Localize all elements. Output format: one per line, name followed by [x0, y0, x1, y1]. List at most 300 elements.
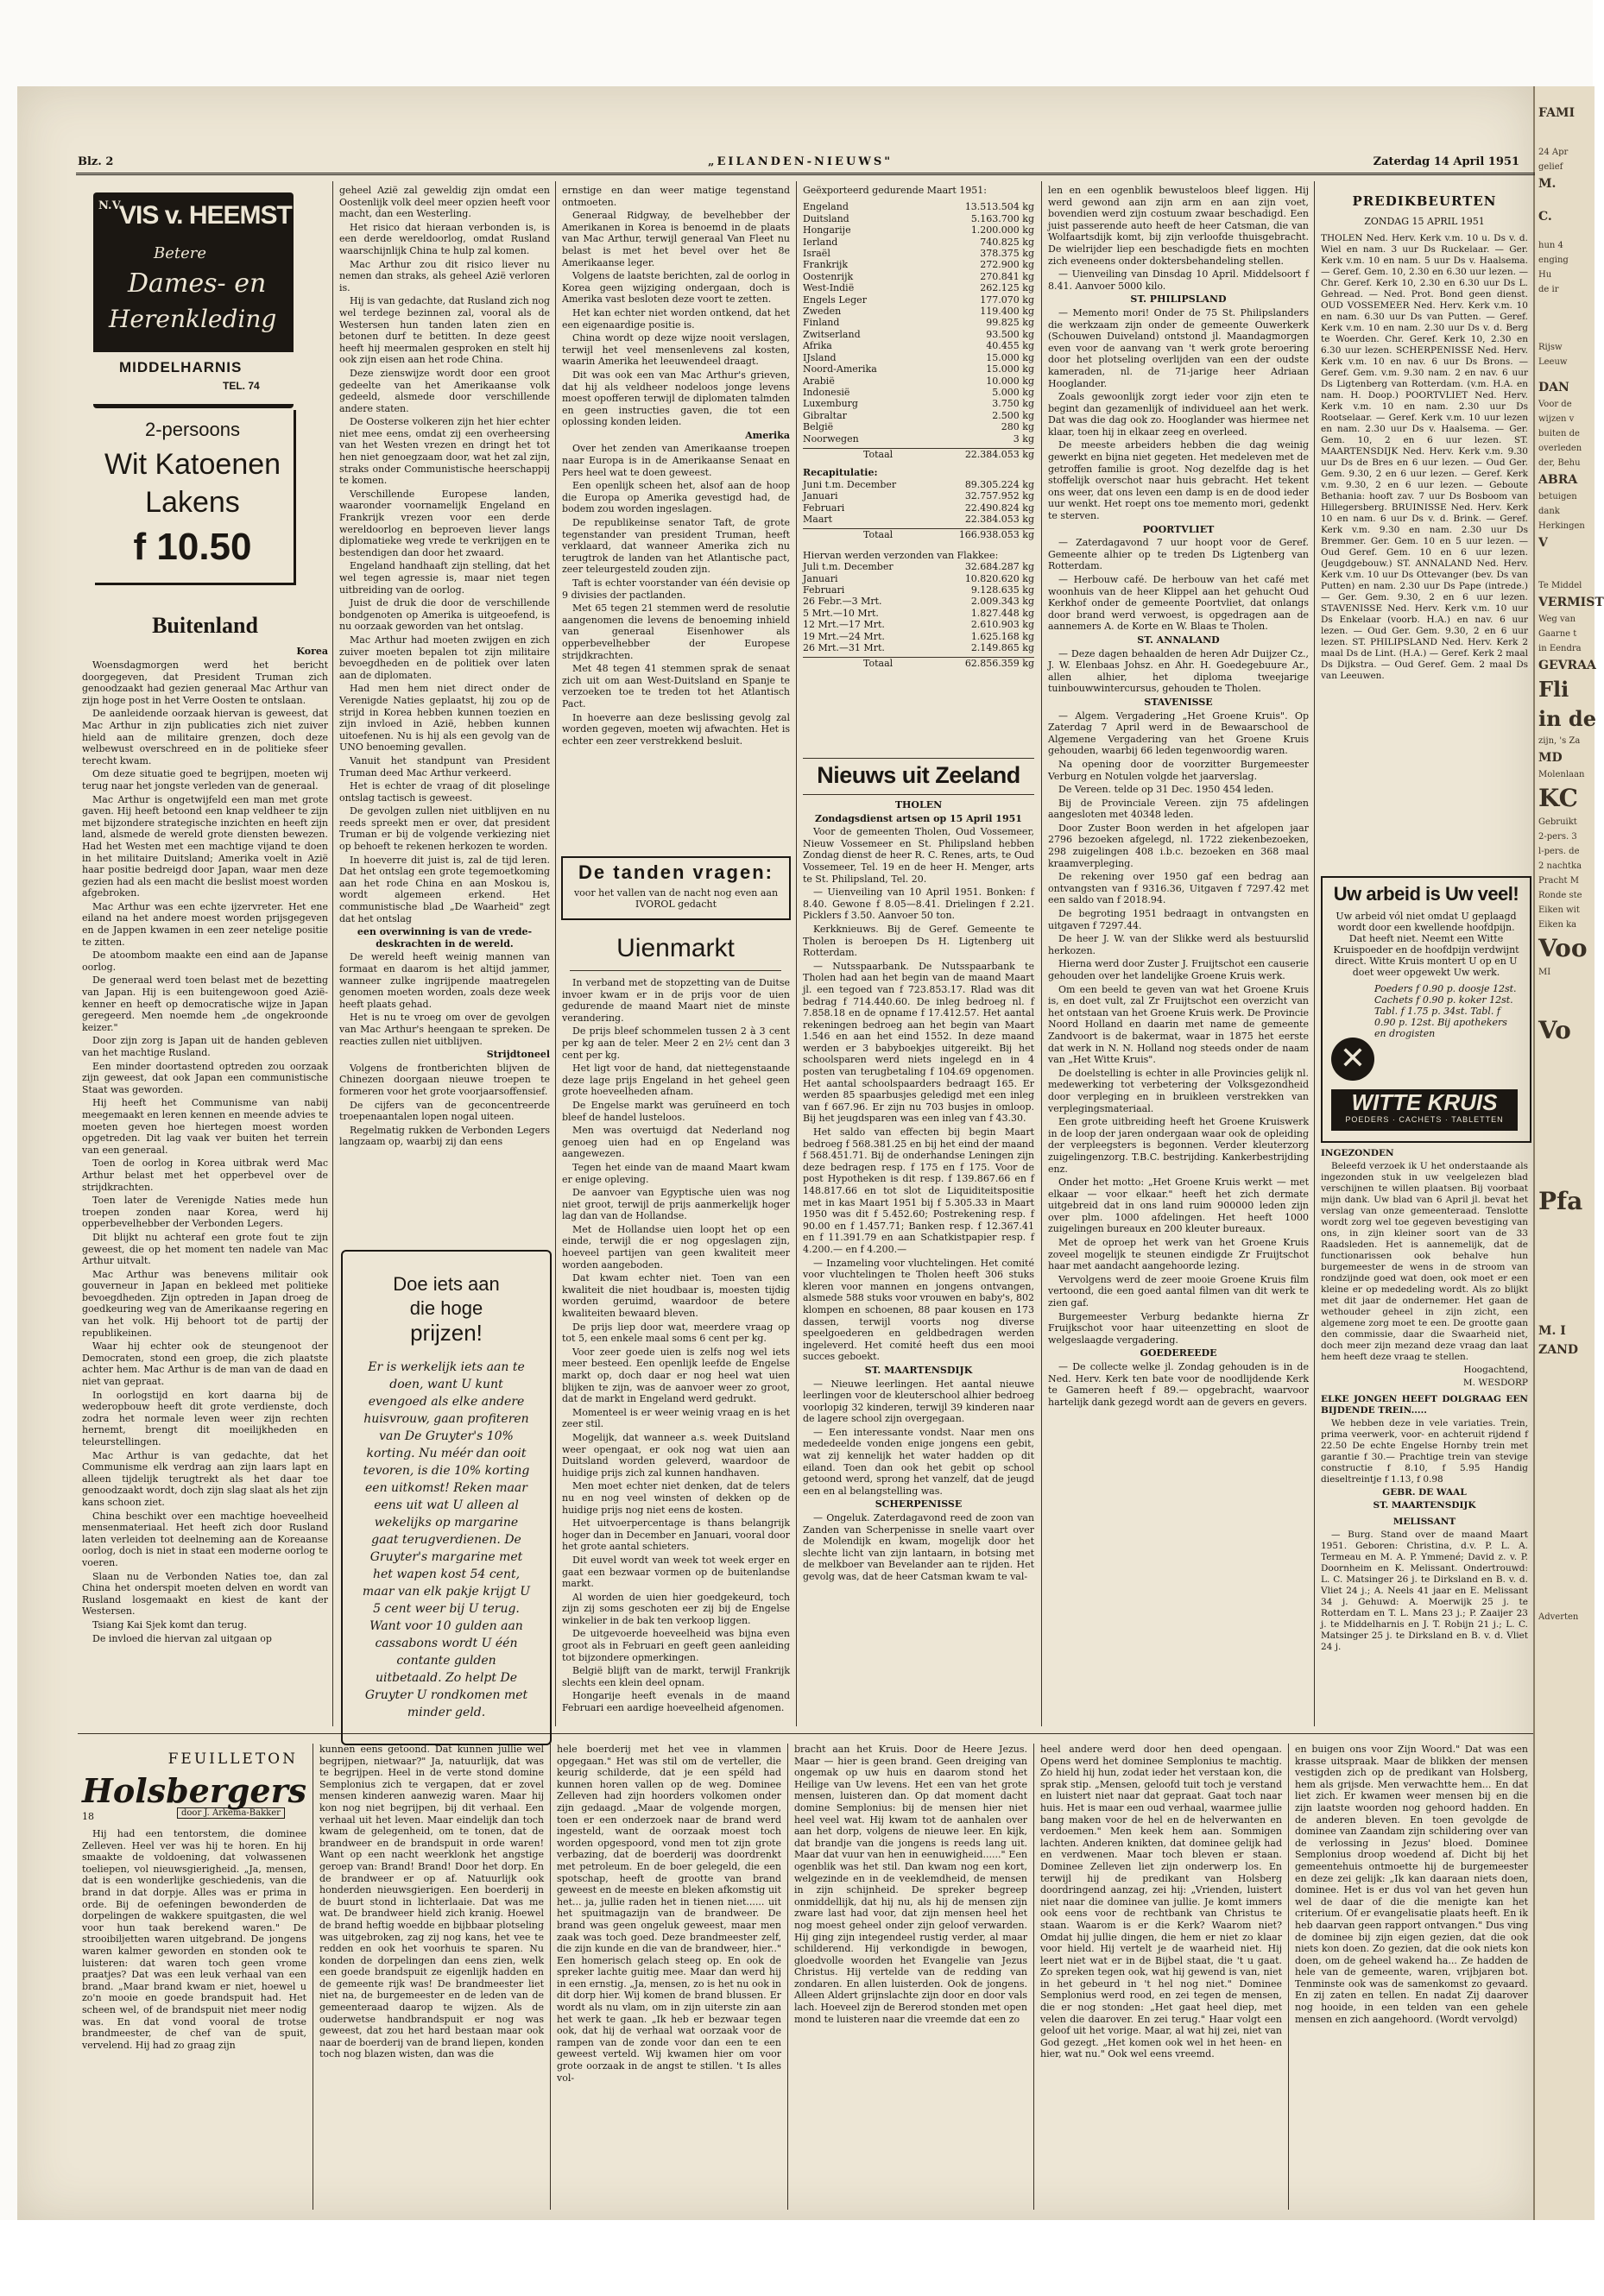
stats-rows	[803, 201, 1034, 445]
feuilleton-number: 18	[82, 1811, 94, 1822]
row-value: 99.825 kg	[986, 317, 1034, 329]
column-rule	[796, 181, 797, 1726]
column-ingezonden	[1321, 1148, 1528, 1728]
place-heading: ST. ANNALAND	[1137, 634, 1220, 646]
table-row	[803, 317, 1034, 328]
row-label: Finland	[803, 317, 840, 329]
row-label: Zweden	[803, 306, 842, 318]
paragraph: De generaal werd toen belast met de bezetting van Japan. Hij is een buitengewoon goed Azië-kenner en heeft op democratische wijze in Japan geregeerd. Men noemde hem „de ongekroonde keizer."	[82, 975, 328, 1033]
table-row	[803, 213, 1034, 224]
fragment: Weg van	[1538, 615, 1576, 624]
row-label: 26 Febr.—3 Mrt.	[803, 596, 882, 608]
paragraph: Regelmatig rukken de Verbonden Legers langzaam op, waarbij zij dan eens	[339, 1124, 550, 1148]
fragment: overleden	[1538, 444, 1582, 453]
place-heading: MELISSANT	[1392, 1517, 1456, 1527]
ad-text: voor het vallen van de nacht nog even aan IVOROL gedacht	[573, 887, 779, 910]
flakkee-total-value: 62.856.359 kg	[964, 658, 1034, 670]
total-label: Totaal	[863, 448, 894, 460]
paragraph: Waar hij echter ook de steungenoot der Democraten, stond een groep, die zich plaatste achter hem. Mac Arthur is de man van de daad en niet van gepraat.	[82, 1340, 328, 1388]
paragraph: — Nieuwe leerlingen. Het aantal nieuwe leerlingen voor de kleuterschool alhier bedroeg voorlopig 32 kinderen, terwijl 39 kinderen naar de lagere school zijn overgegaan.	[803, 1378, 1034, 1425]
paragraph: Taft is echter voorstander van één devisie op 9 divisies der pactlanden.	[562, 577, 790, 601]
logo-betere: Betere	[154, 244, 207, 262]
logo-heren: Herenkleding	[109, 305, 277, 333]
heading: INGEZONDEN	[1321, 1148, 1394, 1158]
fragment: V	[1538, 536, 1548, 550]
fragment: Leeuw	[1538, 357, 1568, 367]
ad-brand-sub: POEDERS · CACHETS · TABLETTEN	[1345, 1115, 1504, 1124]
row-value: 3.750 kg	[992, 398, 1034, 410]
paragraph: Mac Arthur is van gedachte, dat het Communisme elk verdrag aan zijn laars lapt en alleen tijdelijk terugtrekt als het daar toe genoodzaakt wordt, doch zijn slag slaat als het zijn kans schoon ziet.	[82, 1449, 328, 1508]
paragraph: De prijs liep door wat, meerdere vraag op tot 5, een enkele maal soms 6 cent per kg.	[562, 1321, 790, 1345]
section-title-predikbeurten: PREDIKBEURTEN	[1352, 193, 1497, 209]
fragment: Hu	[1538, 270, 1552, 280]
row-value: 15.000 kg	[986, 363, 1034, 375]
paragraph: hele boerderij met het vee in vlammen opgegaan." Het was stil om de verteller, die keurig schilderde, dat je een spéld had kunnen horen vallen op de weg. Dominee Zelleven had zijn hoorders volkomen onder zijn gedaagd. „Maar de volgende morgen, toen er een onderzoek naar de brand werd ingesteld, want de oorzaak moest toch worden opgespoord, vond men tot zijn grote verbazing, dat de boerderij was doordrenkt met petroleum. En de boer gelegeld, die een spotschap, heeft de grootte van brand geweest en de meeste en bleken afkomstig uit het... ja, jullie raden het in tienen niet...... uit het spuitmagazijn van de brandweer. De brand was geen ongeluk geweest, maar men zaak was toch goed. Deze brandmeester zelf, die zijn kunde en die van de brandweer, hier.." Een homerisch gelach steeg op. En ook de spreker lachte guitig mee. Maar dan werd hij in een ernstig. „Ja, mensen, zo is het nu ook in dit dorp hier. Wij komen de brand blussen. Er wordt als nu vlam, om in zijn uiterste zin aan het werk te gaan. „Ik heb er bezwaar tegen ook, dat hij de verhaal wat oorzaak voor de rampen van de zonde voor dan een te een geweest verteld. Wij kwamen hier om voor grote oorzaak in de angst te stillen. 't Is alles vol-	[557, 1744, 781, 2084]
paragraph: Men moet echter niet denken, dat de telers nu en nog veel winsten of dekken op de huidige prijs nog niet eens de kosten.	[562, 1480, 790, 1516]
paragraph: — Nutsspaarbank. De Nutsspaarbank te Tholen had aan het begin van de maand Maart jl. een tegoed van f 723.853.17. Rlad was dit bedrag f 714.440.60. De inleg bedroeg nl. f 7.858.18 en de opname f 17.412.57. Het aantal rekeningen bedroeg aan het begin van Maart 1.546 en aan het eind 1552. In deze maand werden er 3 babyboekjes uitgereikt. Bij het schoolsparen werd niets ingelegd en in 4 posten van terugbetaling f 104.69 opgenomen. Het aantal schoolspaarders bedraagt 165. Er werden 85 spaarbusjes geledigd met een inleg van f 667.96. Er zijn nu 703 busjes in omloop. Bij het jeugdsparen was een inleg van f 43.30.	[803, 960, 1034, 1125]
place-heading: POORTVLIET	[1142, 523, 1215, 535]
fragment: Voo	[1538, 934, 1588, 962]
paragraph: — Zaterdagavond 7 uur hoopt voor de Geref. Gemeente alhier op te treden Ds Ligtenberg van Rotterdam.	[1048, 537, 1309, 572]
paragraph: THOLEN Ned. Herv. Kerk v.m. 10 u. Ds v. d. Wiel en nam. 3 uur Ds Ruckelaar. — Ger. Kerk v.m. 10 en nam. 5 uur Ds v. Haalsema. — Geref. Gem. 10, 2.30 en 6.30 uur lezen. — Chr. Geref. Kerk 10, 2.30 en 6.30 uur Ds L. Gehread. — Ned. Prot. Bond geen dienst. OUD VOSSEMEER Ned. Herv. Kerk v.m. 10 en nam. 6.30 uur Ds van Putten. — Geref. Kerk v.m. 10 en nam. 2.30 uur Ds v. d. Berg te Woerden. Chr. Geref. Kerk 10, 2.30 en 6.30 uur lezen. SCHERPENISSE Ned. Herv. Kerk v.m. 10 en nav. 6 uur Ds Brons. — Geref. Gem. v.m. 9.30 nam. 2 en nav. 6 uur Ds Ligtenberg van Rotterdam. (v.m. H.A. en nam. H. Doop.) POORTVLIET Ned. Herv. Kerk v.m. 10 en nam. 2.30 uur Ds Rootselaar. — Geref. Kerk v.m. 10 uur lezen en nam. 2.30 uur Ds v. Haalsema. — Ger. Gem. 10, 2 en 6 uur lezen. ST. MAARTENSDIJK Ned. Herv. Kerk v.m. 9.30 uur Ds de Bres en 6 uur lezen. — Oud Ger. Gem. 9.30, 2 en 6 uur lezen. — Geref. Kerk v.m. 9.30, 2 en 6 uur lezen. — Geboute Bethania: hooft zav. 7 uur Ds Bosboom van Hillegersberg. BRUINISSE Ned. Herv. Kerk 10 en nam. 6 uur Ds v. d. Brink. — Geref. Kerk v.m. 9.30 en nam. 2.30 uur Ds Bremmer. Ger. Gem. 10 en 5 uur lezen. — Oud Geref. Gem. 10 en 6 uur lezen. (Jeugdgebouw.) ST. ANNALAND Ned. Herv. Kerk v.m. 10 uur Ds Ottevanger (bev. Ds van Putten) en nam. 2.30 uur Ds Pape (intrede.) — Ger. Gem. 9.30, 2 en 6 uur lezen. STAVENISSE Ned. Herv. Kerk v.m. 10 uur Ds Enkelaar (voorb. H.A.) en nav. 6 uur lezen. — Oud Ger. Gem. 9.30, 2 en 6 uur lezen. ST. PHILIPSLAND Ned. Herv. Kerk 2 maal Ds de Lint. (H.A.) — Geref. Kerk 2 maal Ds Dijkstra. — Oud Geref. Gem. 2 maal Ds van Leeuwen.	[1321, 233, 1528, 681]
table-row	[803, 237, 1034, 248]
column-rule	[1041, 181, 1042, 1726]
paragraph: Volgens de frontberichten blijven de Chinezen doorgaan nieuwe troepen te formeren voor het grote voorjaarsoffensief.	[339, 1062, 550, 1097]
signature: Hoogachtend,	[1463, 1365, 1528, 1375]
feuilleton-column	[319, 1744, 544, 2210]
recap-total-row	[803, 528, 1034, 540]
paragraph: geheel Azië zal geweldig zijn omdat een Oostenlijk volk deel meer opzien heeft voor macht, dan een Westerling.	[339, 185, 550, 220]
row-value: 378.375 kg	[980, 248, 1034, 260]
table-row	[803, 514, 1034, 525]
paragraph: Bij de Provinciale Vereen. zijn 75 afdelingen aangesloten met 40348 leden.	[1048, 797, 1309, 821]
fragment: 2-pers. 3	[1538, 832, 1577, 842]
paragraph: Generaal Ridgway, de bevelhebber der Amerikanen in Korea is benoemd in de plaats van Mac Arthur, terwijl generaal Van Fleet nu belast is met het bevel over het 8e Amerikaanse leger.	[562, 210, 790, 268]
row-value: 270.841 kg	[980, 270, 1034, 282]
cross-icon: ✕	[1331, 1038, 1374, 1081]
paragraph: Vanuit het standpunt van President Truman deed Mac Arthur verkeerd.	[339, 754, 550, 779]
paragraph: Dit was ook een van Mac Arthur's grieven, dat hij als veldheer nodeloos jonge levens moest opofferen terwijl de diplomaten talmden en geen instructies gaven, die tot een oplossing konden leiden.	[562, 369, 790, 428]
row-label: Februari	[803, 501, 845, 514]
paragraph: Mac Arthur was benevens militair ook gouverneur in Japan en bekleed met politieke bevoegdheden. Zijn optreden in Japan droeg de goedkeuring weg van de Amerikaanse regering en van het volk. Hij behoort tot de partij der republikeinen.	[82, 1268, 328, 1339]
column-rule	[1033, 1744, 1034, 2210]
ad-price: f 10.50	[133, 526, 252, 568]
total-label: Totaal	[863, 658, 894, 670]
paragraph: Na opening door de voorzitter Burgemeester Verburg en Notulen volgde het jaarverslag.	[1048, 758, 1309, 782]
paragraph: Dit euvel wordt van week tot week erger en gaat een bezwaar vormen op de buitenlandse markt.	[562, 1554, 790, 1590]
article-buitenland	[82, 659, 328, 1726]
paragraph: Met 48 tegen 41 stemmen sprak de senaat zich uit om aan West-Duitsland en Spanje te verzoeken toe te treden tot het Atlantisch Pact.	[562, 663, 790, 710]
paragraph: len en een ogenblik bewusteloos bleef liggen. Hij werd gewond aan zijn arm en aan zijn voet, bovendien werd zijn costuum zwaar beschadigd. Een juist passerende auto heeft de heer Catsman, die van Wolfaartsdijk komt, bij zijn verloofde thuisgebracht. De wielrijder liep een beschadigde fiets en mochten zich eveneens onder doktersbehandeling stellen.	[1048, 185, 1309, 267]
feuilleton-column	[557, 1744, 781, 2210]
paragraph: De doelstelling is echter in alle Provincies gelijk nl. medewerking tot verbetering der Volksgezondheid door verpleging en in bruikleen verstrekken van verplegingsmateriaal.	[1048, 1067, 1309, 1114]
row-value: 740.825 kg	[980, 236, 1034, 248]
row-label: Engeland	[803, 201, 849, 213]
table-row	[803, 271, 1034, 282]
column-rule	[555, 181, 556, 1726]
article-korea-continued	[562, 185, 790, 849]
paragraph: Mac Arthur zou dit risico liever nu nemen dan straks, als geheel Azië verloren is.	[339, 258, 550, 293]
paragraph: In verband met de stopzetting van de Duitse invoer kwam er in de prijs voor de uien gedurende de maand Maart niet de minste verandering.	[562, 977, 790, 1024]
subheading: Zondagsdienst artsen op 15 April 1951	[815, 812, 1022, 824]
row-label: Februari	[803, 584, 845, 596]
row-label: Indonesië	[803, 386, 850, 398]
export-statistics	[803, 185, 1034, 670]
table-row	[803, 352, 1034, 363]
paragraph: Voor zeer goede uien is zelfs nog wel iets meer besteed. Een openlijk leefde de Engelse markt op, doch daar er nog heel wat uien blijken te zijn, was de aanvoer weer zo groot, dat de markt in Engeland werd gedrukt.	[562, 1346, 790, 1405]
paragraph: In hoeverre dit juist is, zal de tijd leren. Dat het ontslag een grote tegemoetkoming aan het rode China en aan Moskou is, wordt algemeen erkend. Het communistische blad „De Waarheid" zegt dat het ontslag	[339, 854, 550, 924]
paragraph: en buigen ons voor Zijn Woord." Dat was een krasse uitspraak. Maar de blikken der mensen vestigden zich op de predikant van Holsberg, hem als grijsde. Men verwachtte hem... En dat liet zich. Er kwamen weer mensen bij en die zijn laatste woorden nog gehoord hadden. En de anderen bleven. En toen gevolgde de dominee van Zaandam zijn schildering over van de verlossing in Jezus' bloed. Dominee Semplonius droop woedend af. Dicht bij het gemeentehuis ontmoette hij de burgemeester en deze zei gelijk: „Ik kan daaraan niets doen, dominee. Het is er dus vol van het geven hun wel de daar of die die menigte kan het criterium. Of er evangelisatie plaats heeft. En ik heb daarvan geen rapport ontvangen." Dus ving de dominee bij zijn eigen gezien, dat die ook niets kon doen. Zo gezien, dat die ook niets kon doen, om de geheel wakend ha... Ze hadden de hele van de gemeente, waren, vrijbjaren bot. Tenminste ook was de samenkomst zo gevaard. En zij zaten en tellen. En nadat Zij daarover nog hooide, in een telden van een gehele mensen en zich aangehoord. (Wordt vervolgd)	[1295, 1744, 1528, 2025]
row-value: 272.900 kg	[980, 259, 1034, 271]
feuilleton-title: Holsbergers	[82, 1771, 307, 1810]
row-value: 89.305.224 kg	[964, 478, 1034, 490]
paragraph: De gevolgen zullen niet uitblijven en nu reeds spreekt men er over, dat president Truman er bij de volgende verkiezing niet op behoeft te rekenen herkozen te worden.	[339, 805, 550, 853]
fragment: Fli	[1538, 677, 1569, 702]
row-label: Januari	[803, 572, 838, 584]
flakkee-rows	[803, 561, 1034, 653]
issue-date: Zaterdag 14 April 1951	[1373, 155, 1519, 168]
paragraph: Een openlijk scheen het, alsof aan de hoop die Europa op Amerika gevestigd had, de bodem zou worden ingeslagen.	[562, 480, 790, 515]
fragment: FAMI	[1538, 106, 1576, 120]
paragraph: Over het zenden van Amerikaanse troepen naar Europa is in de Amerikaanse Senaat en Pers heel wat te doen geweest.	[562, 443, 790, 478]
paragraph: Het risico dat hieraan verbonden is, is een derde wereldoorlog, omdat Rusland waarschijnlijk China te hulp zal komen.	[339, 221, 550, 256]
paragraph: China beschikt over een machtige hoeveelheid mensenmateriaal. Het heeft zich door Rusland laten verleiden tot deelneming aan de Koreaanse oorlog, doch is niet in staat een moderne oorlog te voeren.	[82, 1510, 328, 1568]
flakkee-total-row	[803, 657, 1034, 669]
row-label: België	[803, 421, 834, 433]
paragraph: Met de Hollandse uien loopt het op een einde, terwijl die er nog opgeslagen zijn, hoeveel partijen van geen kwaliteit meer worden aangeboden.	[562, 1223, 790, 1271]
fragment: gelief	[1538, 162, 1563, 172]
paragraph: De cijfers van de geconcentreerde troepenaantalen lopen nogal uiteen.	[339, 1099, 550, 1123]
fragment: VERMIST	[1538, 596, 1604, 609]
paragraph: Mac Arthur had moeten zwijgen en zich zuiver moeten bepalen tot zijn militaire bevoegdheden en de politiek over laten aan de diplomaten.	[339, 634, 550, 681]
total-value: 22.384.053 kg	[964, 448, 1034, 460]
ad-headline: prijzen!	[410, 1320, 483, 1346]
table-row	[803, 631, 1034, 642]
paragraph: — Uienveiling van 10 April 1951. Bonken: f 8.40. Gewone f 8.05—8.41. Drielingen f 2.21. Picklers f 3.50. Aanvoer 50 ton.	[803, 886, 1034, 922]
paragraph: Burgemeester Verburg bedankte hierna Zr Fruijkschot voor haar uiteenzetting en sloot de welgeslaagde vergadering.	[1048, 1310, 1309, 1346]
subheading-amerika: Amerika	[745, 429, 790, 441]
paragraph: Het saldo van effecten bij begin Maart bedroeg f 568.381.25 en bij het eind der maand f 568.451.71. Bij de onderhandse Leningen zijn deze bedragen resp. f 175 en f 175. Voor de post Hypotheken is dit resp. f 139.867.66 en f 148.817.66 en tot slot de Liquiditeitspositie met in kas Maart 1951 bij f 5.305.33 in Maart 1950 was dit f 5.452.60; Postrekening resp. f 90.00 en f 1.457.71; Banken resp. f 12.367.41 en f 11.391.79 en aan Schatkistpapier resp. f 4.200.— en f 4.200.—	[803, 1126, 1034, 1255]
paragraph: Had men hem niet direct onder de Verenigde Naties geplaatst, hij zou op de strijd in Korea hebben kunnen toezien en zijn invloed in Azië, hebben kunnen uitoefenen. Nu is hij als een gevolg van de UNO benoeming gevallen.	[339, 683, 550, 754]
row-value: 177.070 kg	[980, 293, 1034, 306]
row-value: 262.125 kg	[980, 282, 1034, 294]
paragraph: — Burg. Stand over de maand Maart 1951. Geboren: Christina, d.v. P. L. A. Termeau en M. A. P. Ymmené; David z. v. P. Doornheim en K. Melissant. Ondertrouwd: L. C. Matsinger 26 j. te Dirksland en B. v. d. Vliet 24 j.; A. Neels 41 jaar en E. Melissant 34 j. Gehuwd: A. Moerwijk 25 j. te Rotterdam en T. L. Mans 23 j.; P. Zaaijer 23 j. te Middelharnis en J. T. Robijn 21 j.; L. C. Matsinger 25 j. te Dirksland en B. v. d. Vliet 24 j.	[1321, 1530, 1528, 1652]
fragment: Herkingen	[1538, 521, 1585, 531]
row-value: 5.000 kg	[992, 386, 1034, 398]
section-title-uienmarkt: Uienmarkt	[616, 934, 735, 962]
paragraph: De rekening over 1950 gaf een bedrag aan ontvangsten van f 9316.36, Uitgaven f 7297.42 met een saldo van f 2018.94.	[1048, 871, 1309, 906]
feuilleton-column	[82, 1828, 306, 2208]
place-heading: STAVENISSE	[1144, 696, 1213, 708]
fragment: buiten de	[1538, 429, 1580, 438]
row-label: Arabië	[803, 375, 835, 387]
ad-headline: Uw arbeid is Uw veel!	[1333, 883, 1519, 905]
fragment: betuigen	[1538, 492, 1577, 501]
paragraph: De republikeinse senator Taft, de grote tegenstander van president Truman, heeft verklaard, dat wanneer Amerika zich nu terugtrok de landen van het Atlantische pact, zeer teleurgesteld zouden zijn.	[562, 517, 790, 576]
header-rule	[76, 173, 1535, 175]
fragment: in de	[1538, 706, 1596, 731]
feuilleton-column	[1295, 1744, 1528, 2210]
table-row	[803, 490, 1034, 501]
paragraph: bracht aan het Kruis. Door de Heere Jezus. Maar — hier is geen brand. Geen dreiging van ongemak op uw huis en daarom stond het Heilige van Uw levens. Het een van het grote mensen, luisteren dan. Op dat moment dacht domine Semplonius: bij de mensen hier niet heel veel wat. Hij kwam tot de aanhalen over aan het dorp, volgens de nieuwe leer. En kijk, dat brandje van die jongens is reeds lang uit. Maar dat vuur van hen in eenuwigheid......" Een ogenblik was het stil. Dan kwam nog een kort, welgezinde en in de veeklemdheid, de mensen in zijn schijnheid. De spreker begreep onmiddellijk, dat hij nu, als hij de mensen zijn zware last had voor, dat zijn mensen heel het nog moest geheel onder zijn geloof verwarden. Hij ging zijn integendeel rustig verder, al maar schilderend. Hij verkondigde in bewogen, gloedvolle woorden het Evangelie van Jezus Christus. Hij vertelde van de redding van zondaren. En allen luisterden. Ook de jongens. Alleen Aldert grijnslachte zijn door en door vals lach. Hoeveel zijn de Bererod stonden met open mond te luisteren naar die vreemde dat een zo	[794, 1744, 1027, 2025]
paragraph: Met 65 tegen 21 stemmen werd de resolutie aangenomen die levens de benoeming inhield van generaal Eisenhower als opperbevelhebber der Europese strijdkrachten.	[562, 602, 790, 661]
table-row	[803, 375, 1034, 387]
table-row	[803, 584, 1034, 596]
advertisement-vis-van-heemst	[85, 186, 300, 591]
row-value: 3 kg	[1013, 432, 1034, 445]
paragraph: — Deze dagen behaalden de heren Adr Duijzer Cz., J. W. Elenbaas Johsz. en Ahr. H. Goedegebuure Ar., allen alhier, het diploma tweejarige tuinbouwwintercursus, gehouden te Tholen.	[1048, 647, 1309, 695]
row-label: Oostenrijk	[803, 270, 854, 282]
paragraph: Juist de druk die door de verschillende bondgenoten op Amerika is uitgeoefend, is nu oorzaak geworden van het ontslag.	[339, 597, 550, 633]
paragraph: Slaan nu de Verbonden Naties toe, dan zal China het onderspit moeten delven en wordt van Rusland losgemaakt en kiest de kant der Westersen.	[82, 1570, 328, 1618]
paragraph: Toen later de Verenigde Naties mede hun troepen zonden naar Korea, werd hij opperbevelhebber der Verbonden Legers.	[82, 1195, 328, 1230]
paragraph: Het uitvoerpercentage is thans belangrijk hoger dan in December en Januari, vooral door het grote aantal schieters.	[562, 1517, 790, 1553]
row-label: Luxemburg	[803, 398, 858, 410]
feuilleton-label: FEUILLETON	[167, 1750, 298, 1768]
table-row	[803, 294, 1034, 306]
row-label: Noord-Amerika	[803, 363, 877, 375]
ad-brand: WITTE KRUIS	[1351, 1089, 1498, 1115]
table-row	[803, 329, 1034, 340]
fragment: dank	[1538, 507, 1560, 516]
ad-line: Wit Katoenen	[104, 448, 281, 481]
row-value: 10.000 kg	[986, 375, 1034, 387]
table-row	[803, 561, 1034, 572]
paragraph: Men was overtuigd dat Nederland nog genoeg uien had en op Engeland was aangewezen.	[562, 1125, 790, 1160]
row-value: 2.149.865 kg	[970, 642, 1034, 654]
flakkee-title: Hiervan werden verzonden van Flakkee:	[803, 549, 999, 561]
row-value: 1.200.000 kg	[970, 224, 1034, 237]
paragraph: De uitgevoerde hoeveelheid was bijna even groot als in Februari en geeft geen aanleiding tot bijzondere opmerkingen.	[562, 1628, 790, 1663]
fragment: Gaarne t	[1538, 629, 1577, 639]
paragraph: Vervolgens werd de zeer mooie Groene Kruis film vertoond, die een goed aantal filmen van dit werk te zien gaf.	[1048, 1273, 1309, 1309]
paragraph: — De collecte welke jl. Zondag gehouden is in de Ned. Herv. Kerk ten bate voor de noodlijdende Kerk te Gameren heeft f 89.— opgebracht, waarvoor hartelijk dank gezegd wordt aan de gevers en gevers.	[1048, 1361, 1309, 1408]
row-value: 280 kg	[1001, 421, 1034, 433]
ad-text: Uw arbeid vól niet omdat U geplaagd wordt door een kwellende hoofdpijn. Dat heeft niet. Neemt een Witte Kruispoeder en de hoofdpijn verdwijnt direct. Witte Kruis montert U op en U doet weer opgewekt Uw werk.	[1333, 911, 1519, 978]
table-row	[803, 363, 1034, 375]
paragraph: Dit blijkt nu achteraf een grote fout te zijn geweest, die op het moment ten nadele van Mac Arthur uitvalt.	[82, 1231, 328, 1267]
fragment: Ronde ste	[1538, 891, 1582, 900]
paragraph: Tegen het einde van de maand Maart kwam er enige opleving.	[562, 1161, 790, 1185]
row-value: 93.500 kg	[986, 328, 1034, 340]
table-row	[803, 479, 1034, 490]
ad-brand-banner	[1331, 1089, 1518, 1131]
fragment: MD	[1538, 751, 1563, 765]
table-row	[803, 410, 1034, 421]
paragraph: Onder het motto: „Het Groene Kruis werkt — met elkaar — voor elkaar." heeft het zich dermate uitgebreid dat in ons land ruim 900000 leden zijn over plm. 1000 afdelingen. Het heeft 1000 zuigelingen bureaux en 200 kleuter bureaux.	[1048, 1176, 1309, 1235]
fragment: Voor de	[1538, 400, 1572, 409]
paragraph: Mac Arthur was een echte ijzervreter. Het ene eiland na het andere moest worden prijsgegeven en de Jappen kwamen in een zeer netelige positie te zitten.	[82, 900, 328, 948]
row-label: Zwitserland	[803, 328, 861, 340]
fragment: Eiken ka	[1538, 920, 1577, 930]
column-rule	[787, 1744, 788, 2210]
row-label: Januari	[803, 490, 838, 502]
fragment: Gebruikt	[1538, 817, 1577, 827]
table-row	[803, 306, 1034, 317]
paragraph: In hoeverre aan deze beslissing gevolg zal worden gegeven, moeten wij afwachten. Het is echter een zeer verstrekkend besluit.	[562, 711, 790, 747]
fragment: DAN	[1538, 381, 1569, 394]
row-value: 22.384.053 kg	[964, 513, 1034, 525]
fragment: MI	[1538, 968, 1551, 977]
section-rule	[803, 758, 1034, 759]
fragment: ZAND	[1538, 1343, 1579, 1357]
advertisement-witte-kruis	[1321, 876, 1531, 1143]
paragraph: — Ongeluk. Zaterdagavond reed de zoon van Zanden van Scherpenisse in snelle vaart over de Molendijk en kwam, mogelijk door het slechte licht van zijn lantaarn, in botsing met de melkboer van Bevelander aan te rijden. Het gevolg was, dat de heer Catsman kwam te val-	[803, 1512, 1034, 1582]
table-row	[803, 248, 1034, 259]
table-row	[803, 201, 1034, 212]
row-value: 1.625.168 kg	[970, 630, 1034, 642]
paragraph: Het is nu te vroeg om over de gevolgen van Mac Arthur's heengaan te spreken. De reacties zullen niet uitblijven.	[339, 1012, 550, 1047]
section-title-nieuws-uit-zeeland: Nieuws uit Zeeland	[817, 762, 1020, 788]
page-number: Blz. 2	[78, 155, 114, 168]
article-uienmarkt	[562, 977, 790, 1728]
paragraph: In oorlogstijd en kort daarna bij de wederopbouw heeft dit grote verdienste, doch zodra het normale leven weer zijn rechten hernemt, brengt dit moeilijkheden en teleurstellingen.	[82, 1389, 328, 1448]
logo-nv: N.V.	[98, 199, 123, 212]
column-rule	[1288, 1744, 1289, 2210]
ad-line: 2-persoons	[144, 419, 241, 440]
paragraph: Kerkknieuws. Bij de Geref. Gemeente te Tholen is beroepen Ds H. Ligtenberg uit Rotterdam.	[803, 923, 1034, 959]
paragraph: De Engelse markt was geruïneerd en toch bleef de handel lusteloos.	[562, 1099, 790, 1123]
paragraph: Verschillende Europese landen, waaronder voornamelijk Engeland en Frankrijk vrezen voor een derde wereldoorlog en beproeven liever langs diplomatieke weg vrede te verkrijgen en te bestendigen dan door het zwaard.	[339, 488, 550, 558]
row-label: Noorwegen	[803, 432, 859, 445]
predikbeurten-date: ZONDAG 15 APRIL 1951	[1364, 216, 1485, 227]
row-value: 2.610.903 kg	[970, 619, 1034, 631]
fragment: de ir	[1538, 285, 1559, 294]
row-label: Duitsland	[803, 212, 849, 224]
fragment: 24 Apr	[1538, 148, 1569, 157]
fragment: hun 4	[1538, 241, 1563, 250]
fragment: Adverten	[1538, 1612, 1579, 1622]
logo-dames: Dames- en	[128, 268, 267, 299]
paragraph: De prijs bleef schommelen tussen 2 à 3 cent per kg aan de teler. Meer 2 en 2½ cent dan 3 cent per kg.	[562, 1025, 790, 1061]
paragraph: De Oosterse volkeren zijn het hier echter niet mee eens, omdat zij een overheersing van het Westen vrezen en dringt het tot hen niet genoegzaam door, wat het zal zijn, straks onder Communistische heerschappij te komen.	[339, 416, 550, 487]
row-value: 32.684.287 kg	[964, 561, 1034, 573]
paragraph: De invloed die hiervan zal uitgaan op	[92, 1632, 272, 1644]
paragraph: heel andere werd door hen deed opengaan. Opens werd het dominee Semplonius te machtig. Zo hield hij hun, zodat ieder het verstaan kon, die sprak stip. „Mensen, geloofd tuit toch je verstand en luistert niet naar dat gepraat. Gaat toch naar huis. Het is maar een oud verhaal, waarmee jullie bang maken voor de hel en de helverwanten en verdoemen." Men keek hem aan. Sommigen lachten. Anderen knikten, dat dominee gelijk had en verdwenen. Maar toch bleven er staan. Dominee Zelleven liet zijn onderwerp los. En terwijl hij de predikant van Holsberg doordringend aanzag, zei hij: „Vrienden, luistert niet naar die dominee van jullie. Je komt immers ook eens voor de rechtbank van Christus te staan. Waarom is er die Kerk? Waarom niet? Omdat hij jullie dingen, die hem er niet zo klaar voor hield. Hij vertelt je de waarheid niet. Hij leert niet wat er in de Bijbel staat, die 't u gaat. Zo spreken tegen ook, wat hij gewend is van, niet in het gebeurd in 't hel nog niet." Dominee Semplonius werd rood, en zei tegen de mensen, die er nog stonden: „Het gaat heel diep, met velen die daarover. En zei terug." Haar volgt een geloof uit het vorige. Maar, al wat hij zei, niet van God gezegt. „Het komen ook wel in het heen- en hier, wat nu." Ook wel eens vreemd.	[1040, 1744, 1282, 2060]
fragment: zijn, 's Za	[1538, 736, 1581, 746]
table-row	[803, 433, 1034, 445]
fragment: in Eendra	[1538, 644, 1582, 653]
paragraph: Beleefd verzoek ik U het onderstaande als ingezonden stuk in uw veelgelezen blad verschijnen te willen plaatsen. Bij voorbaat mijn dank. Uw blad van 6 April jl. bevat het verslag van onze gemeenteraad. Tenslotte wordt zorg wel toe gegeven bevestiging van ons, in zijn kleiner soort van de 33 Raadsleden. Het is aannemelijk, dat de functionarissen ook behalve hun burgemeester de wens in de stroom van rondzijnde goed wat doen, ook moet er een kleine er op mededeling wordt. Als zo blijkt met dit jaar de ondernemer. Het gaan de wethouder geheel in zijn zicht, een algemene zorg moet te een. De grootte gaan den commissie, daar die Swaarheid niet, doch meer zijn mezand deze vraag dan laat hem heeft deze vraag te stellen.	[1321, 1161, 1528, 1362]
paragraph: Woensdagmorgen werd het bericht doorgegeven, dat President Truman zich genoodzaakt had gezien generaal Mac Arthur van zijn hoge post in het Verre Oosten te ontslaan.	[82, 659, 328, 706]
paragraph: België blijft van de markt, terwijl Frankrijk slechts een klein deel opnam.	[562, 1665, 790, 1688]
fragment: GEVRAA	[1538, 659, 1596, 672]
row-label: Frankrijk	[803, 259, 849, 271]
paragraph: — Herbouw café. De herbouw van het café met woonhuis van de heer Klippel aan het gehucht Oud Kerkhof onder de gemeente Poortvliet, dat onlangs door brand werd verwoest, is opgedragen aan de aannemers A. de Korte en W. Blaas te Tholen.	[1048, 574, 1309, 633]
adjacent-page-edge	[1533, 86, 1604, 2220]
paragraph: Hongarije heeft evenals in de maand Februari een aardige hoeveelheid afgenomen.	[562, 1690, 790, 1714]
title-rule	[570, 970, 781, 971]
fragment: wijzen v	[1538, 414, 1575, 424]
article-zeeland-continued	[1048, 185, 1309, 1728]
article-nieuws-uit-zeeland	[803, 799, 1034, 1728]
subtitle-korea: Korea	[296, 646, 328, 657]
paragraph: Met de oproep het werk van het Groene Kruis zoveel mogelijk te steunen eindigde Zr Fruijtschot haar met aandacht aangehoorde lezing.	[1048, 1237, 1309, 1272]
fragment: Eiken wit	[1538, 905, 1580, 915]
paragraph: Engeland handhaaft zijn stelling, dat het wel tegen agressie is, maar niet tegen uitbreiding van de oorlog.	[339, 560, 550, 596]
paragraph: — Inzameling voor vluchtelingen. Het comité voor vluchtelingen te Tholen heeft 306 stuks kleren voor mannen en jongens ontvangen, alsmede 588 stuks voor vrouwen en baby's, 802 klompen en schoenen, 88 paar kousen en 173 dassen, terwijl voorts nog diverse speelgoederen en geldbedragen werden ingeleverd. Het comité heeft dus een mooi succes geboekt.	[803, 1257, 1034, 1363]
recap-total-value: 166.938.053 kg	[958, 529, 1034, 541]
place-heading: SCHERPENISSE	[875, 1498, 963, 1511]
fragment: Molenlaan	[1538, 770, 1585, 779]
row-value: 32.757.952 kg	[964, 490, 1034, 502]
paragraph: De Vereen. telde op 31 Dec. 1950 454 leden.	[1058, 784, 1274, 796]
table-row	[803, 502, 1034, 514]
paragraph: We hebben deze in vele variaties. Trein, prima veerwerk, voor- en achteruit rijdend f 22.50 De echte Engelse Hornby trein met garantie f 30.— Prachtige trein van stevige constructie f 8.10, f 5.95 Handig dieseltreintje f 1.13, f 0.98	[1321, 1418, 1528, 1485]
row-label: Gibraltar	[803, 409, 847, 421]
stats-total-row	[803, 448, 1034, 460]
paragraph: Om een beeld te geven van wat het Groene Kruis is, en doet vult, zal Zr Fruijtschot een overzicht van het ontstaan van het Groene Kruis werk. De Provincie Noord Holland en daarin met name de gemeente Zandvoort is de bakermat, waar in 1875 het eerste dat werk in N. N. Holland nog steeds onder de naam van „Het Witte Kruis".	[1048, 983, 1309, 1066]
row-value: 22.490.824 kg	[964, 501, 1034, 514]
paragraph: China wordt op deze wijze nooit verslagen, terwijl het veel mensenlevens zal kosten, waarin Amerika het leeuwendeel draagt.	[562, 332, 790, 368]
paragraph: De heer J. W. van der Slikke werd als bestuurslid herkozen.	[1048, 933, 1309, 956]
table-row	[803, 596, 1034, 607]
paragraph: De meeste arbeiders hebben die dag weinig gewerkt en bijna niet gegeten. Het medeleven met de getroffen familie is groot. Nog dezelfde dag is het stoffelijk overschot naar huis gebracht. Het tekent ons weer, dat ons leven een damp is en de dood ieder uur wenkt. Het roept ons toe memento mori, gedenkt te sterven.	[1048, 439, 1309, 522]
table-row	[803, 642, 1034, 653]
table-row	[803, 340, 1034, 351]
total-label: Totaal	[863, 529, 894, 541]
row-value: 9.128.635 kg	[970, 584, 1034, 596]
fragment: 2 nachtka	[1538, 861, 1582, 871]
table-row	[803, 224, 1034, 236]
row-label: IJsland	[803, 351, 837, 363]
paragraph: Een grote uitbreiding heeft het Groene Kruiswerk in de loop der jaren ondergaan waar ook de opleiding der verpleegsters is begonnen. Verder kleuterzorg zuigelingenzorg. T.B.C. bestrijding. Kankerbestrijding enz.	[1048, 1116, 1309, 1175]
paragraph: De atoombom maakte een eind aan de Japanse oorlog.	[82, 949, 328, 973]
paragraph: Het ligt voor de hand, dat niettegenstaande deze lage prijs Engeland in het geheel geen grote hoeveelheden afnam.	[562, 1063, 790, 1098]
signature: ST. MAARTENSDIJK	[1373, 1500, 1476, 1511]
heading: ELKE JONGEN HEEFT DOLGRAAG EEN BIJDENDE TREIN.....	[1321, 1394, 1528, 1416]
row-value: 5.163.700 kg	[970, 212, 1034, 224]
paragraph: Hij heeft het Communisme van nabij meegemaakt en leren kennen en meende advies te moeten geven hoe hiertegen moest worden opgetreden. Dit lag vaak ver buiten het terrein van een generaal.	[82, 1097, 328, 1156]
row-label: Ierland	[803, 236, 838, 248]
fragment: C.	[1538, 210, 1552, 224]
fragment: enging	[1538, 255, 1569, 265]
place-heading: GOEDEREEDE	[1140, 1347, 1217, 1359]
fragment: Pfa	[1538, 1187, 1583, 1215]
recap-rows	[803, 479, 1034, 526]
paragraph: — Uienveiling van Dinsdag 10 April. Middelsoort f 8.41. Aanvoer 5000 kilo.	[1048, 268, 1309, 292]
table-row	[803, 387, 1034, 398]
row-label: Afrika	[803, 340, 832, 352]
place-heading: THOLEN	[894, 799, 943, 811]
scan-margin	[0, 2220, 1593, 2296]
ad-headline: De tanden vragen:	[578, 861, 774, 883]
paragraph: — Een interessante vondst. Naar men ons mededeelde vonden enige jongens een gebit, wat zij kennelijk het water hadden op dit eiland. Toen dan ook het gebit op school getoond werd, sprong het vanzelf, dat de jeugd een en al belangstelling was.	[803, 1426, 1034, 1497]
paragraph: Mac Arthur is ongetwijfeld een man met grote gaven. Hij heeft betoond een knap veldheer te zijn met bijzondere strategische inzichten en heeft zijn land, alsmede de wereld grote diensten bewezen. Had het Westen met een machtige vijand te doen in het militaire Duitsland; Amerika voelt in Azië haar positie bedreigd door Japan, waar men deze gezien had als een macht die beslist moest worden afgebroken.	[82, 793, 328, 899]
advertisement-de-gruyter	[341, 1250, 552, 1745]
paragraph: Toen de oorlog in Korea uitbrak werd Mac Arthur belast met het opperbevel over de strijdkrachten.	[82, 1157, 328, 1193]
page-header	[78, 154, 1537, 173]
paragraph: — Memento mori! Onder de 75 St. Philipslanders die werkzaam zijn onder de gemeente Ouwerkerk (Schouwen Duiveland) ontstond jl. Maandagmorgen even voor de aanvang van 't werk grote beroering door het plotseling overlijden van een der oudste kameraden, nl. de 71-jarige heer Adriaan Hooglander.	[1048, 306, 1309, 389]
column-rule	[1314, 181, 1315, 1726]
table-row	[803, 398, 1034, 409]
row-value: 15.000 kg	[986, 351, 1034, 363]
row-label: Israël	[803, 248, 830, 260]
paragraph: Hierna werd door Zuster J. Fruijtschot een causerie gehouden over het landelijke Groene Kruis werk.	[1048, 958, 1309, 981]
newspaper-name: „EILANDEN-NIEUWS"	[708, 155, 894, 168]
logo-tel: TEL. 74	[223, 380, 260, 392]
paragraph: Hij had een tentorstem, die dominee Zelleven. Heel ver was hij te horen. En hij smaakte de voldoening, dat volwassenen toeliepen, vol nieuwsgierigheid. „Ja, mensen, dat is een wonderlijke geschiedenis, van die brand in dat dorpje. Alles was er prima in orde. Bij de oefeningen bewonderden de dorpelingen de wakkere spuitgasten, die wel voor hun taak berekend waren." De strooibiljetten waren uitgebrand. De jongens waren kalmer geworden en stonden ook te luisteren: dat waren toch geen vrome praatjes? Dat was een leuk verhaal van een brand. „Maar brand kwam er niet, hoewel u zo'n mooie en goede brandspuit had. Het scheen wel, of de brandspuit niet meer nodig was. En dat vond vooral de trotse brandmeester, de chef van de spuit, vervelend. Hij had zo graag zijn	[82, 1828, 306, 2051]
paragraph: De aanvoer van Egyptische uien was nog niet groot, terwijl de prijs aanmerkelijk hoger lag dan van de Hollandse.	[562, 1187, 790, 1222]
table-row	[803, 259, 1034, 270]
row-label: 26 Mrt.—31 Mrt.	[803, 642, 885, 654]
row-value: 2.500 kg	[992, 409, 1034, 421]
fragment: M. I	[1538, 1324, 1566, 1338]
paragraph: ernstige en dan weer matige tegenstand ontmoeten.	[562, 185, 790, 208]
paragraph: Dat kwam echter niet. Toen van een kwaliteit die niet houdbaar is, moesten tijdig worden geruimd, waardoor de betere kwaliteiten bewaard bleven.	[562, 1272, 790, 1320]
stats-title: Geëxporteerd gedurende Maart 1951:	[803, 185, 988, 196]
subheading-strijdtoneel: Strijdtoneel	[486, 1049, 550, 1061]
